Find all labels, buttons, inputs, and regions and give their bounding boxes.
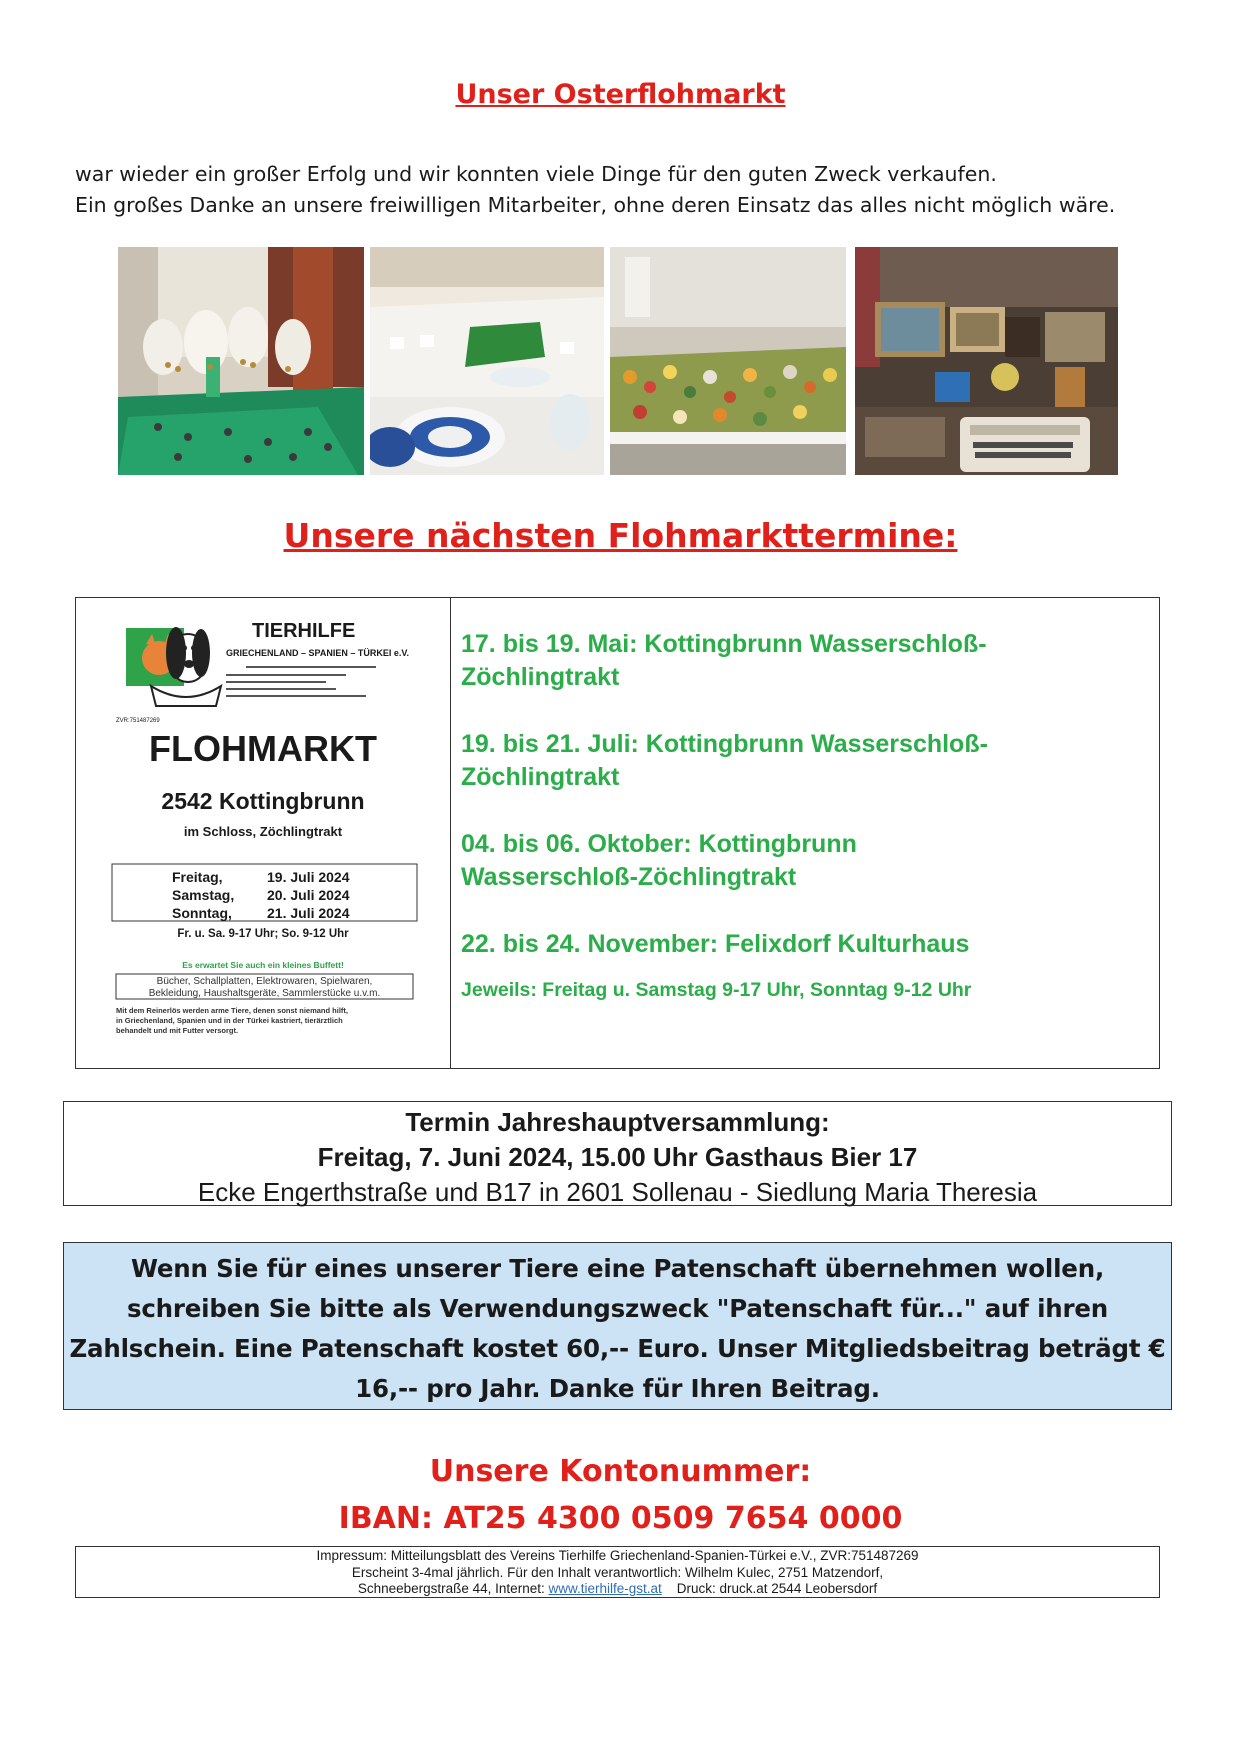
schedule-row: Sonntag, 21. Juli 2024	[172, 905, 350, 921]
meeting-location: Ecke Engerthstraße und B17 in 2601 Sollenau - Siedlung Maria Theresia	[197, 1177, 1038, 1207]
intro-line: Ein großes Danke an unsere freiwilligen Mitarbeiter, ohne deren Einsatz das alles nicht möglich wäre.	[75, 193, 1116, 217]
intro-text	[75, 159, 1115, 221]
page-title: Unser Osterflohmarkt	[455, 79, 786, 110]
photo-strip	[118, 247, 1118, 475]
flyer-footer: Mit dem Reinerlös werden arme Tiere, denen sonst niemand hilft, in Griechenland, Spanien und in der Türkei kastriert, tierärztlich behandelt und mit Futter versorgt.	[116, 1006, 348, 1035]
flyer-buffet: Es erwartet Sie auch ein kleines Buffett!	[182, 960, 344, 970]
date-entry: 19. bis 21. Juli: Kottingbrunn Wasserschloß- Zöchlingtrakt	[461, 730, 988, 791]
annual-meeting-box	[63, 1101, 1172, 1206]
account-title: Unsere Kontonummer:	[429, 1454, 812, 1489]
sponsorship-line: 16,-- pro Jahr. Danke für Ihren Beitrag.	[355, 1374, 880, 1403]
sponsorship-line: Wenn Sie für eines unserer Tiere eine Patenschaft übernehmen wollen,	[130, 1254, 1105, 1283]
flyer-headline: FLOHMARKT	[149, 728, 377, 769]
photo-jewelry	[118, 247, 364, 475]
org-name: TIERHILFE	[252, 620, 356, 642]
flyer-goods: Bücher, Schallplatten, Elektrowaren, Spielwaren, Bekleidung, Haushaltsgeräte, Sammlerstücke u.v.m.	[148, 976, 381, 999]
flyer-hours: Fr. u. Sa. 9-17 Uhr; So. 9-12 Uhr	[177, 928, 349, 940]
date-entry: 22. bis 24. November: Felixdorf Kulturhaus	[461, 930, 970, 958]
flyer-location: 2542 Kottingbrunn	[161, 788, 365, 814]
iban: IBAN: AT25 4300 0509 7654 0000	[338, 1501, 903, 1536]
tierhilfe-logo	[126, 627, 221, 706]
flyer-schedule	[172, 868, 350, 922]
imprint-line: Schneebergstraße 44, Internet: www.tierhilfe-gst.at Druck: druck.at 2544 Leobersdorf	[357, 1581, 878, 1596]
market-dates	[461, 628, 1141, 1002]
photo-typewriter	[855, 247, 1118, 475]
opening-hours-note: Jeweils: Freitag u. Samstag 9-17 Uhr, Sonntag 9-12 Uhr	[461, 979, 972, 1001]
meeting-date: Freitag, 7. Juni 2024, 15.00 Uhr Gasthaus Bier 17	[317, 1142, 918, 1172]
schedule-row: Samstag, 20. Juli 2024	[172, 887, 350, 903]
imprint-line: Erscheint 3-4mal jährlich. Für den Inhalt verantwortlich: Wilhelm Kulec, 2751 Matzendorf,	[351, 1564, 884, 1580]
event-table	[75, 597, 1160, 1069]
flyer-poster	[76, 598, 451, 1068]
imprint-line: Impressum: Mitteilungsblatt des Vereins Tierhilfe Griechenland-Spanien-Türkei e.V., ZVR:751487269	[316, 1548, 919, 1563]
flyer-venue: im Schloss, Zöchlingtrakt	[183, 824, 343, 839]
imprint-box	[75, 1546, 1160, 1598]
sponsorship-box	[63, 1242, 1172, 1410]
zvr-number: ZVR:751487269	[116, 718, 160, 724]
org-subtitle: GRIECHENLAND – SPANIEN – TÜRKEI e.V.	[226, 648, 410, 658]
date-entry: 04. bis 06. Oktober: Kottingbrunn Wasserschloß-Zöchlingtrakt	[461, 830, 857, 891]
photo-porcelain	[370, 247, 604, 475]
website-link[interactable]: www.tierhilfe-gst.at	[548, 1581, 662, 1596]
sponsorship-line: schreiben Sie bitte als Verwendungszweck "Patenschaft für..." auf ihren	[126, 1294, 1109, 1323]
date-entry: 17. bis 19. Mai: Kottingbrunn Wasserschloß- Zöchlingtrakt	[461, 630, 987, 691]
intro-line: war wieder ein großer Erfolg und wir konnten viele Dinge für den guten Zweck verkaufen.	[75, 162, 997, 186]
photo-figurines	[610, 247, 846, 475]
meeting-title: Termin Jahreshauptversammlung:	[405, 1107, 830, 1137]
sponsorship-line: Zahlschein. Eine Patenschaft kostet 60,-- Euro. Unser Mitgliedsbeitrag beträgt €	[69, 1334, 1166, 1363]
section-title: Unsere nächsten Flohmarkttermine:	[283, 516, 958, 555]
schedule-row: Freitag, 19. Juli 2024	[172, 869, 350, 885]
